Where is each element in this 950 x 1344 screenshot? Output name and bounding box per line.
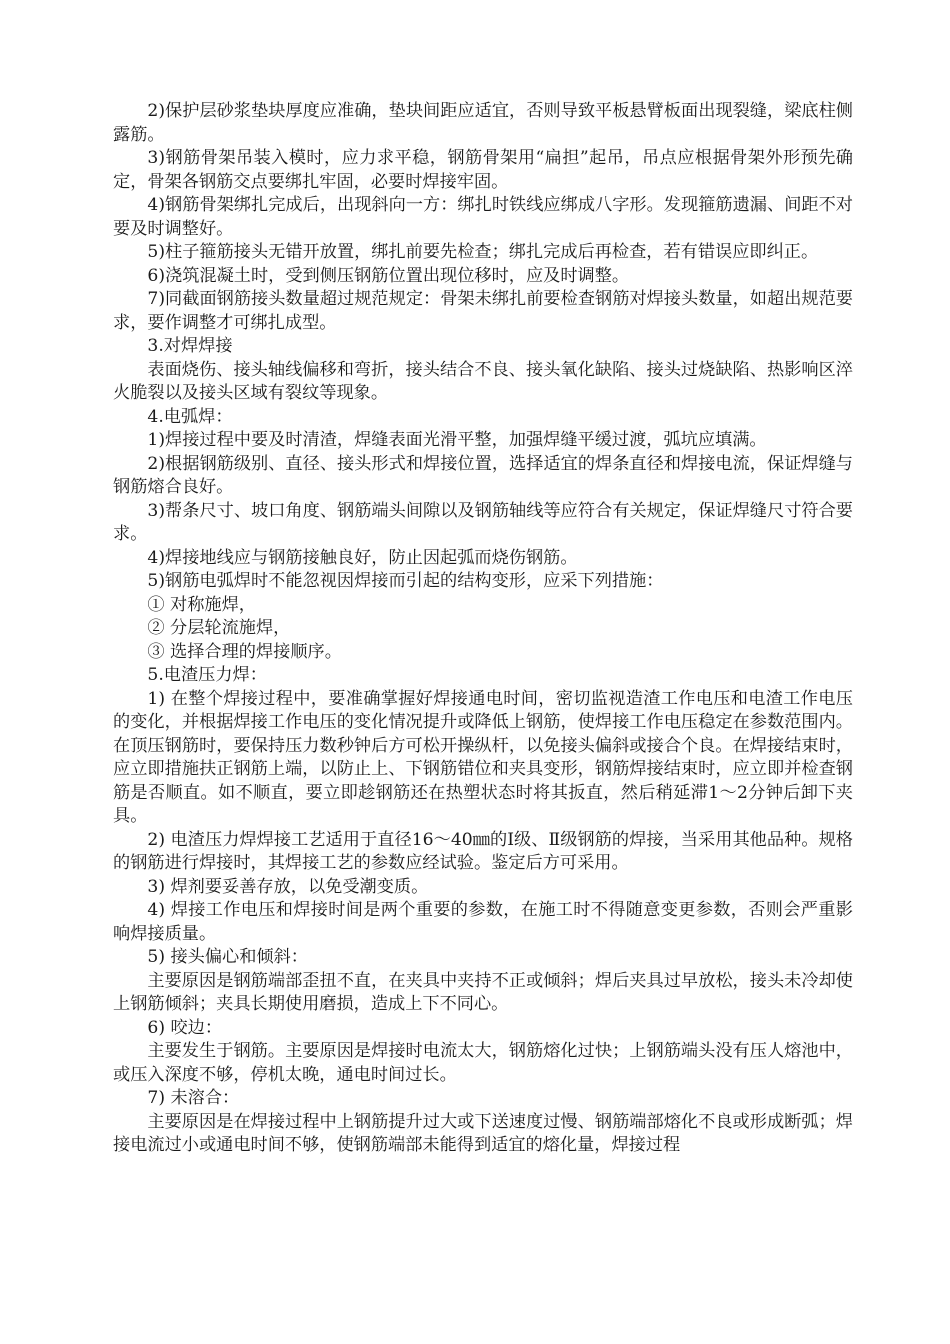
paragraph: 主要原因是在焊接过程中上钢筋提升过大或下送速度过慢、钢筋端部熔化不良或形成断弧；焊接电流过小或通电时间不够，使钢筋端部未能得到适宜的熔化量，焊接过程: [113, 1111, 853, 1155]
paragraph: 2)保护层砂浆垫块厚度应准确，垫块间距应适宜，否则导致平板悬臂板面出现裂缝，梁底柱侧露筋。: [113, 101, 853, 145]
paragraph: 主要发生于钢筋。主要原因是焊接时电流太大，钢筋熔化过快；上钢筋端头没有压人熔池中，或压入深度不够，停机太晚，通电时间过长。: [113, 1041, 853, 1085]
paragraph: 1) 在整个焊接过程中，要准确掌握好焊接通电时间，密切监视造渣工作电压和电渣工作电压的变化，并根据焊接工作电压的变化情况提升或降低上钢筋，使焊接工作电压稳定在参数范围内。在顶压钢筋时，要保持压力数秒钟后方可松开操纵杆，以免接头偏斜或接合个良。在焊接结束时，应立即措施扶正钢筋上端，以防止上、下钢筋错位和夹具变形，钢筋焊接结束时，应立即并检查钢筋是否顺直。如不顺直，要立即趁钢筋还在热塑状态时将其扳直，然后稍延滞1～2分钟后卸下夹具。: [113, 688, 853, 826]
list-item: ② 分层轮流施焊，: [147, 618, 291, 638]
list-item: ① 对称施焊，: [147, 594, 256, 615]
section-heading: 5.电渣压力焊：: [147, 665, 267, 685]
paragraph: 4)焊接地线应与钢筋接触良好，防止因起弧而烧伤钢筋。: [147, 547, 578, 568]
paragraph: 3)钢筋骨架吊装入模时，应力求平稳，钢筋骨架用“扁担”起吊，吊点应根据骨架外形预先确定，骨架各钢筋交点要绑扎牢固，必要时焊接牢固。: [113, 148, 853, 192]
paragraph: 1)焊接过程中要及时清渣，焊缝表面光滑平整，加强焊缝平缓过渡，弧坑应填满。: [147, 430, 767, 450]
section-heading: 3.对焊焊接: [147, 336, 233, 356]
subheading: 5) 接头偏心和倾斜：: [147, 947, 308, 967]
document-body: [113, 100, 853, 1158]
paragraph: 7)同截面钢筋接头数量超过规范规定：骨架未绑扎前要检查钢筋对焊接头数量，如超出规范要求，要作调整才可绑扎成型。: [113, 289, 853, 333]
paragraph: 2)根据钢筋级别、直径、接头形式和焊接位置，选择适宜的焊条直径和焊接电流，保证焊缝与钢筋熔合良好。: [113, 453, 853, 497]
paragraph: 4)钢筋骨架绑扎完成后，出现斜向一方：绑扎时铁线应绑成八字形。发现箍筋遗漏、间距不对要及时调整好。: [113, 195, 853, 239]
paragraph: 3) 焊剂要妥善存放，以免受潮变质。: [147, 876, 429, 897]
paragraph: 4) 焊接工作电压和焊接时间是两个重要的参数，在施工时不得随意变更参数，否则会严重影响焊接质量。: [113, 900, 853, 944]
paragraph: 3)帮条尺寸、坡口角度、钢筋端头间隙以及钢筋轴线等应符合有关规定，保证焊缝尺寸符合要求。: [113, 500, 853, 544]
paragraph: 6)浇筑混凝土时，受到侧压钢筋位置出现位移时，应及时调整。: [147, 265, 630, 286]
subheading: 7) 未溶合：: [147, 1088, 240, 1108]
subheading: 6) 咬边：: [147, 1017, 223, 1038]
section-heading: 4.电弧焊：: [147, 406, 233, 427]
paragraph: 表面烧伤、接头轴线偏移和弯折，接头结合不良、接头氧化缺陷、接头过烧缺陷、热影响区淬火脆裂以及接头区域有裂纹等现象。: [113, 359, 853, 403]
paragraph: 5)柱子箍筋接头无错开放置，绑扎前要先检查；绑扎完成后再检查，若有错误应即纠正。: [147, 242, 819, 262]
paragraph: 2) 电渣压力焊焊接工艺适用于直径16～40㎜的Ⅰ级、Ⅱ级钢筋的焊接，当采用其他品种。规格的钢筋进行焊接时，其焊接工艺的参数应经试验。鉴定后方可采用。: [113, 829, 853, 873]
paragraph: 主要原因是钢筋端部歪扭不直，在夹具中夹持不正或倾斜；焊后夹具过早放松，接头未冷却使上钢筋倾斜；夹具长期使用磨损，造成上下不同心。: [113, 970, 853, 1014]
paragraph: 5)钢筋电弧焊时不能忽视因焊接而引起的结构变形，应采下列措施：: [147, 571, 664, 591]
list-item: ③ 选择合理的焊接顺序。: [147, 641, 342, 662]
